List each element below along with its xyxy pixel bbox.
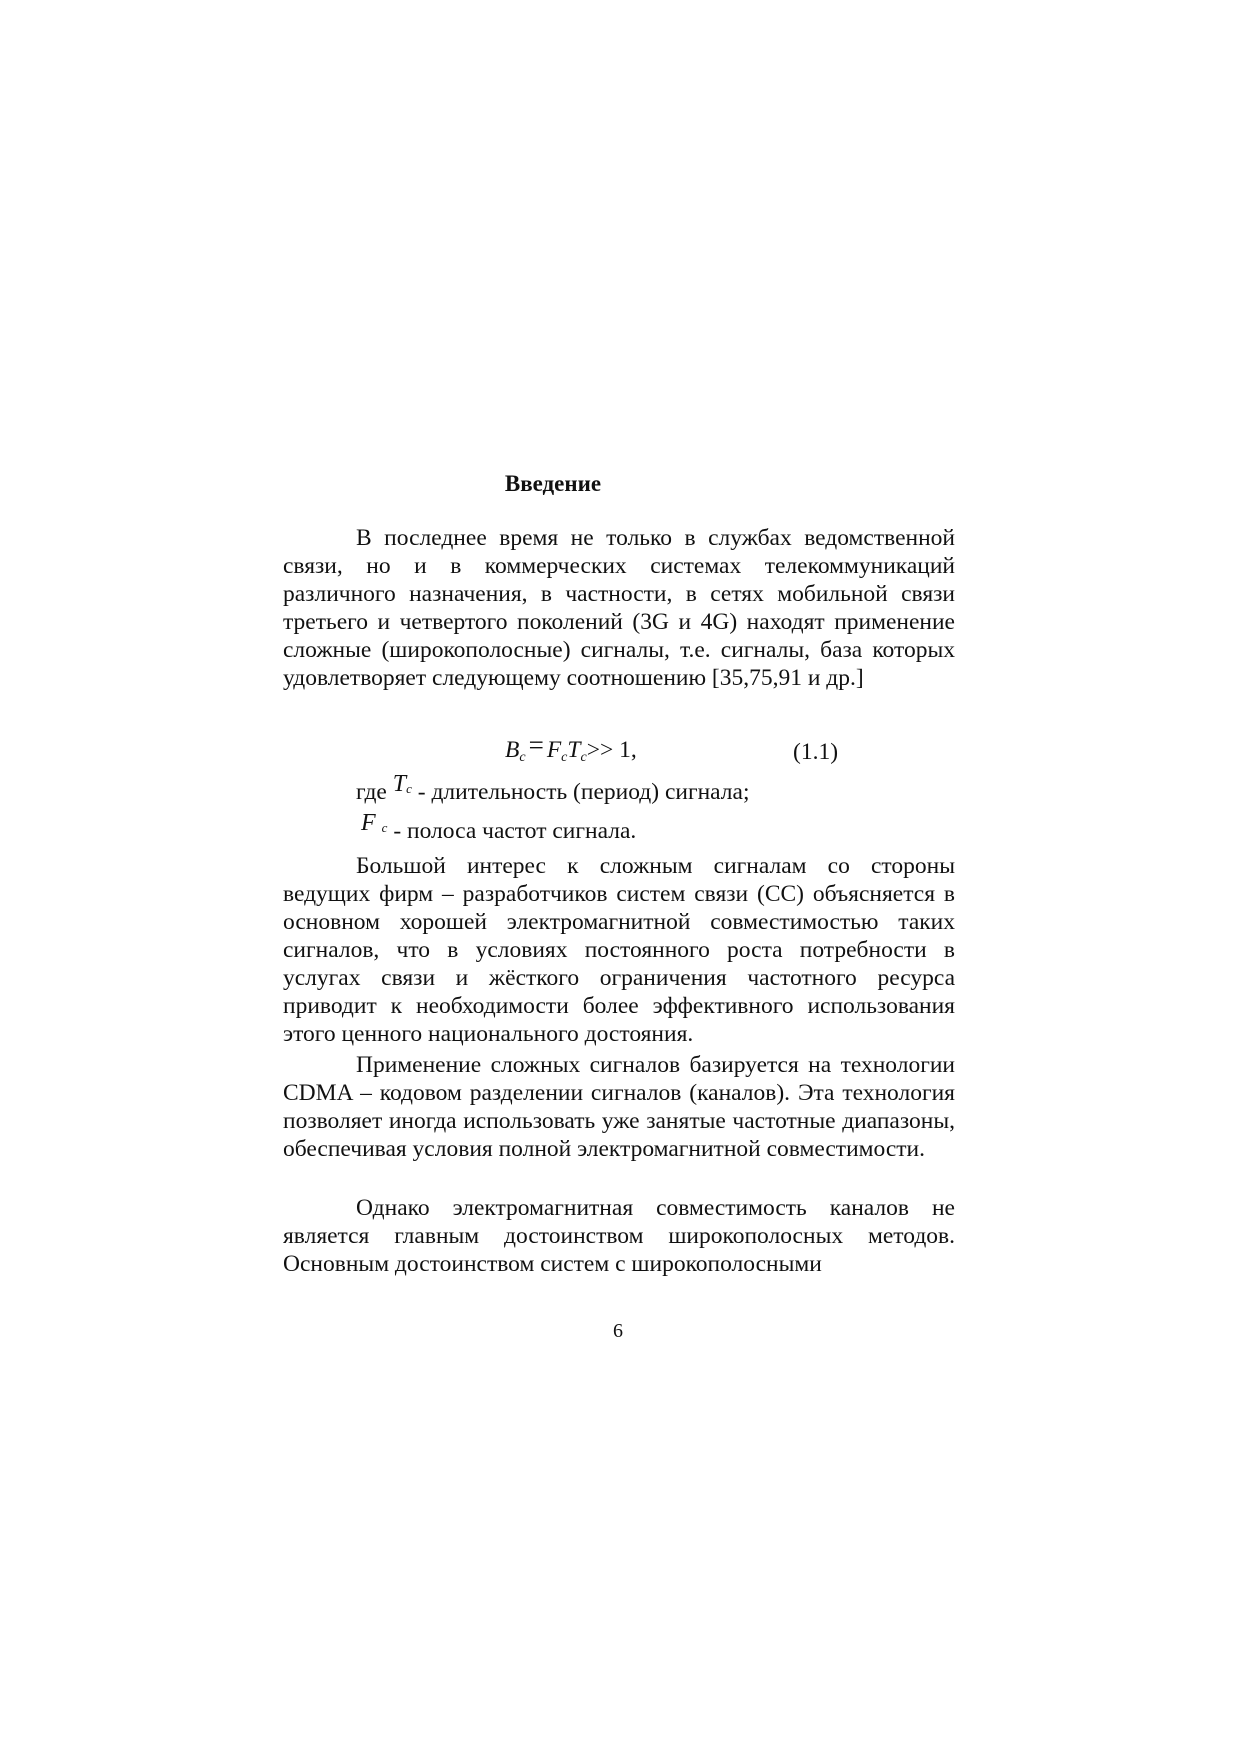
fc-symbol [361, 810, 387, 836]
section-heading: Введение [504, 471, 602, 496]
tc-definition-text: - длительность (период) сигнала; [417, 779, 750, 805]
cdma-paragraph: Применение сложных сигналов базируется на технологии CDMA – кодовом разделении сигналов (каналов). Эта технология позволяет иногда использовать уже занятые частотные диапазоны, обеспечивая условия полной электромагнитной совместимости. [283, 1052, 955, 1162]
tc-symbol [393, 771, 412, 797]
fc-symbol-letter: F [361, 810, 376, 836]
cdma-paragraph-block [283, 1051, 955, 1163]
page-number [0, 1319, 1240, 1343]
tc-subscript: c [406, 781, 412, 796]
fc-subscript: c [381, 820, 388, 835]
formula-t-symbol: T [567, 737, 581, 763]
however-paragraph-block [283, 1194, 955, 1278]
formula-number: (1.1) [793, 739, 839, 765]
intro-paragraph: В последнее время не только в службах ведомственной связи, но и в коммерческих системах телекоммуникаций различного назначения, в частности, в сетях мобильной связи третьего и четвертого поколений (3G и 4G) находят применение сложные (широкополосные) сигналы, т.е. сигналы, база которых удовлетворяет следующему соотношению [35,75,91 и др.] [283, 525, 955, 691]
formula-t-subscript: c [580, 750, 587, 765]
formula-1-1 [505, 730, 637, 773]
interest-paragraph: Большой интерес к сложным сигналам со стороны ведущих фирм – разработчиков систем связи (СС) объясняется в основном хорошей электромагнитной совместимостью таких сигналов, что в условиях постоянного роста потребности в услугах связи и жёсткого ограничения частотного ресурса приводит к необходимости более эффективного использования этого ценного национального достояния. [283, 853, 955, 1047]
formula-b-symbol: B [505, 737, 520, 763]
fc-definition-text: - полоса частот сигнала. [393, 818, 637, 844]
interest-paragraph-block [283, 852, 955, 1048]
formula-b-subscript: c [519, 750, 526, 765]
formula-f-symbol: F [546, 737, 562, 763]
tc-symbol-letter: T [392, 771, 407, 797]
where-word: где [356, 779, 387, 805]
definition-fc [361, 810, 637, 852]
definition-tc [356, 771, 750, 813]
formula-equals: = [528, 730, 544, 760]
formula-f-subscript: c [561, 750, 568, 765]
intro-paragraph-block [283, 524, 955, 692]
however-paragraph: Однако электромагнитная совместимость каналов не является главным достоинством широкополосных методов. Основным достоинством систем с широкополосными [283, 1195, 955, 1277]
page-number-value: 6 [613, 1320, 623, 1342]
formula-rhs: >> 1, [586, 737, 637, 763]
